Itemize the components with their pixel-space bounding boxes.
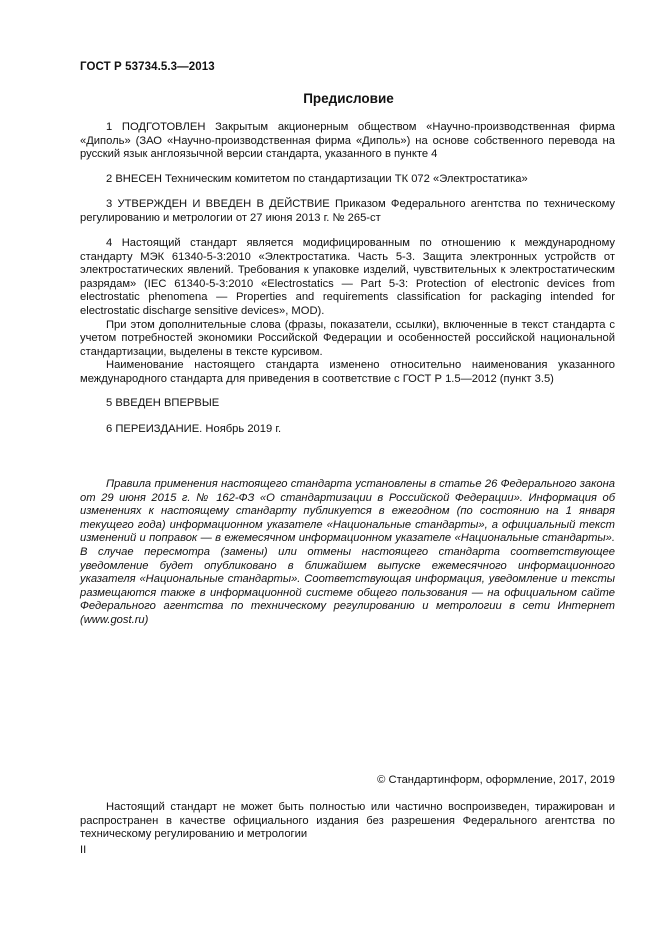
foreword-item-4 bbox=[80, 237, 615, 387]
page-number: II bbox=[80, 844, 87, 856]
item-text: 4 Настоящий стандарт является модифицированным по отношению к международному стандарту МЭК 61340-5-3:2010 «Электростатика. Часть 5-3. Защита электронных устройств от электростатических явлений. Требования к упаковке изделий, чувствительных к электростатическим разрядам» (IEC 61340-5-3:2010 «Electrostatics — Part 5-3: Protection of electronic devices from electrostatic phenomena — Properties and requirements classification for packaging intended for electrostatic discharge sensitive devices», MOD). bbox=[80, 237, 615, 317]
item-text: При этом дополнительные слова (фразы, показатели, ссылки), включенные в текст стандарта с учетом потребностей экономики Российской Федерации и особенностей российской национальной стандартизации, выделены в тексте курсивом. bbox=[80, 318, 615, 358]
item-text: 6 ПЕРЕИЗДАНИЕ. Ноябрь 2019 г. bbox=[106, 423, 282, 435]
reproduction-notice bbox=[80, 801, 615, 842]
copyright: © Стандартинформ, оформление, 2017, 2019 bbox=[377, 774, 615, 786]
item-text: 2 ВНЕСЕН Техническим комитетом по стандартизации ТК 072 «Электростатика» bbox=[106, 173, 528, 185]
foreword-item-5 bbox=[80, 397, 615, 411]
standard-code: ГОСТ Р 53734.5.3—2013 bbox=[80, 61, 215, 73]
foreword-item-3 bbox=[80, 198, 615, 225]
page-title: Предисловие bbox=[303, 91, 394, 106]
reproduction-text: Настоящий стандарт не может быть полностью или частично воспроизведен, тиражирован и распространен в качестве официального издания без разрешения Федерального агентства по техническому регулированию и метрологии bbox=[80, 801, 615, 841]
item-text: Наименование настоящего стандарта изменено относительно наименования указанного международного стандарта для приведения в соответствие с ГОСТ Р 1.5—2012 (пункт 3.5) bbox=[80, 359, 615, 385]
item-text: 5 ВВЕДЕН ВПЕРВЫЕ bbox=[106, 397, 220, 409]
foreword-item-1 bbox=[80, 121, 615, 162]
legal-notice bbox=[80, 478, 615, 628]
item-text: 1 ПОДГОТОВЛЕН Закрытым акционерным обществом «Научно-производственная фирма «Диполь» (ЗАО «Научно-производственная фирма «Диполь») на основе собственного перевода на русский язык англоязычной версии стандарта, указанного в пункте 4 bbox=[80, 121, 615, 161]
notice-text: Правила применения настоящего стандарта установлены в статье 26 Федерального закона от 29 июня 2015 г. № 162-ФЗ «О стандартизации в Российской Федерации». Информация об изменениях к настоящему стандарту публикуется в ежегодном (по состоянию на 1 января текущего года) информационном указателе «Национальные стандарты», а официальный текст изменений и поправок — в ежемесячном информационном указателе «Национальные стандарты». В случае пересмотра (замены) или отмены настоящего стандарта соответствующее уведомление будет опубликовано в ближайшем выпуске ежемесячного информационного указателя «Национальные стандарты». Соответствующая информация, уведомление и тексты размещаются также в информационной системе общего пользования — на официальном сайте Федерального агентства по техническому регулированию и метрологии в сети Интернет (www.gost.ru) bbox=[80, 478, 615, 626]
item-text: 3 УТВЕРЖДЕН И ВВЕДЕН В ДЕЙСТВИЕ Приказом Федерального агентства по техническому регулированию и метрологии от 27 июня 2013 г. № 265-ст bbox=[80, 198, 615, 224]
foreword-item-6 bbox=[80, 423, 615, 437]
foreword-item-2 bbox=[80, 173, 615, 187]
